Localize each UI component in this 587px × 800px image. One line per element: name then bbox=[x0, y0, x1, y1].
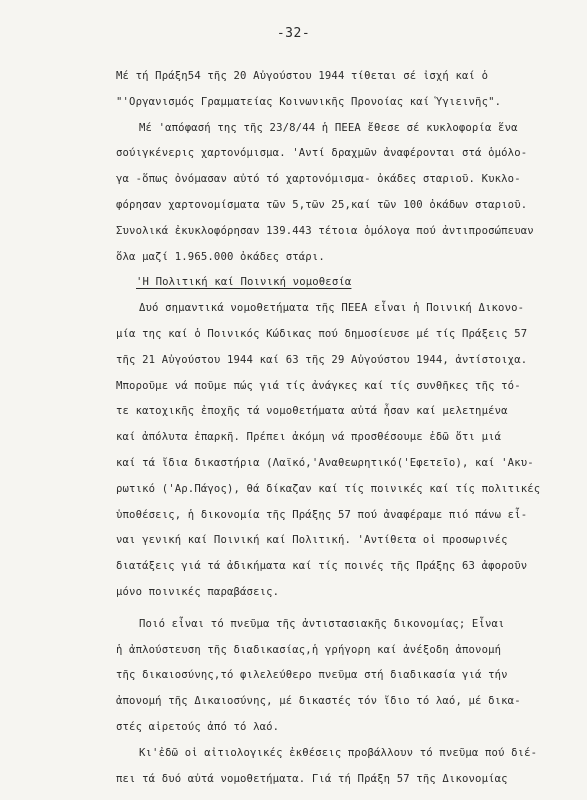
text-line: γα -ὅπως ὀνόμασαν αὐτό τό χαρτονόμισμα- ὀκάδες σταριοῦ. Κυκλο- bbox=[116, 173, 521, 186]
text-line: πει τά δυό αὐτά νομοθετήματα. Γιά τή Πράξη 57 τῆς Δικονομίας bbox=[116, 772, 508, 785]
text-line: Δυό σημαντικά νομοθετήματα τῆς ΠΕΕΑ εἶναι ἡ Ποινική Δικονο- bbox=[139, 302, 525, 315]
text-line: σούιγκένερις χαρτονόμισμα. 'Αντί δραχμῶν ἀναφέρονται στά ὁμόλο- bbox=[116, 147, 528, 160]
text-line: ἡ ἀπλούστευση τῆς διαδικασίας,ἡ γρήγορη καί ἀνέξοδη ἀπονομή bbox=[116, 643, 502, 656]
text-line: τῆς δικαιοσύνης,τό φιλελεύθερο πνεῦμα στή διαδικασία γιά τήν bbox=[116, 669, 508, 682]
text-line: ρωτικό ('Αρ.Πάγος), θά δίκαζαν καί τίς ποινικές καί τίς πολιτικές bbox=[116, 482, 541, 495]
text-line: τε κατοχικῆς ἐποχῆς τά νομοθετήματα αὐτά ἦσαν καί μελετημένα bbox=[116, 405, 508, 418]
text-line: καί ἀπόλυτα ἐπαρκῆ. Πρέπει ἀκόμη νά προσθέσουμε ἐδῶ ὅτι μιά bbox=[116, 431, 502, 444]
text-line: μόνο ποινικές παραβάσεις. bbox=[116, 585, 280, 598]
text-line: Κι'ἐδῶ οἱ αἰτιολογικές ἐκθέσεις προβάλλουν τό πνεῦμα πού διέ- bbox=[139, 746, 538, 759]
text-line: τῆς 21 Αὐγούστου 1944 καί 63 τῆς 29 Αὐγούστου 1944, ἀντίστοιχα. bbox=[116, 353, 528, 366]
page-number: -32- bbox=[276, 26, 311, 41]
text-line: ὅλα μαζί 1.965.000 ὀκάδες στάρι. bbox=[116, 250, 325, 263]
text-line: ἀπονομή τῆς Δικαιοσύνης, μέ δικαστές τόν ἴδιο τό λαό, μέ δικα- bbox=[116, 695, 521, 708]
text-line: ναι γενική καί Ποινική καί Πολιτική. 'Αντίθετα οἱ προσωρινές bbox=[116, 534, 508, 547]
text-line: ὑποθέσεις, ἡ δικονομία τῆς Πράξης 57 πού ἀναφέραμε πιό πάνω εἶ- bbox=[116, 508, 528, 521]
body-text bbox=[116, 64, 576, 792]
text-line: διατάξεις γιά τά ἀδικήματα καί τίς ποινές τῆς Πράξης 63 ἀφοροῦν bbox=[116, 560, 528, 573]
section-heading: 'Η Πολιτική καί Ποινική νομοθεσία bbox=[136, 276, 352, 289]
text-line: Μέ τή Πράξη54 τῆς 20 Αὐγούστου 1944 τίθεται σέ ἰσχή καί ὁ bbox=[116, 70, 489, 82]
text-line: Συνολικά ἐκυκλοφόρησαν 139.443 τέτοια ὁμόλογα πού ἀντιπροσώπευαν bbox=[116, 224, 534, 237]
text-line: "'Οργανισμός Γραμματείας Κοινωνικῆς Προνοίας καί Ὑγιεινῆς". bbox=[116, 95, 502, 108]
text-line: καί τά ἴδια δικαστήρια (Λαϊκό,'Αναθεωρητικό('Εφετεῖο), καί 'Ακυ- bbox=[116, 456, 534, 469]
text-line: στές αἱρετούς ἀπό τό λαό. bbox=[116, 720, 280, 733]
text-line: φόρησαν χαρτονομίσματα τῶν 5,τῶν 25,καί τῶν 100 ὀκάδων σταριοῦ. bbox=[116, 198, 528, 211]
text-line: μία της καί ὁ Ποινικός Κώδικας πού δημοσίευσε μέ τίς Πράξεις 57 bbox=[116, 327, 528, 340]
text-line: Μποροῦμε νά ποῦμε πώς γιά τίς ἀνάγκες καί τίς συνθῆκες τῆς τό- bbox=[116, 379, 521, 392]
text-line: Ποιό εἶναι τό πνεῦμα τῆς ἀντιστασιακῆς δικονομίας; Εἶναι bbox=[139, 617, 505, 630]
text-line: Μέ 'απόφασή της τῆς 23/8/44 ἡ ΠΕΕΑ ἔθεσε σέ κυκλοφορία ἕνα bbox=[139, 121, 518, 134]
